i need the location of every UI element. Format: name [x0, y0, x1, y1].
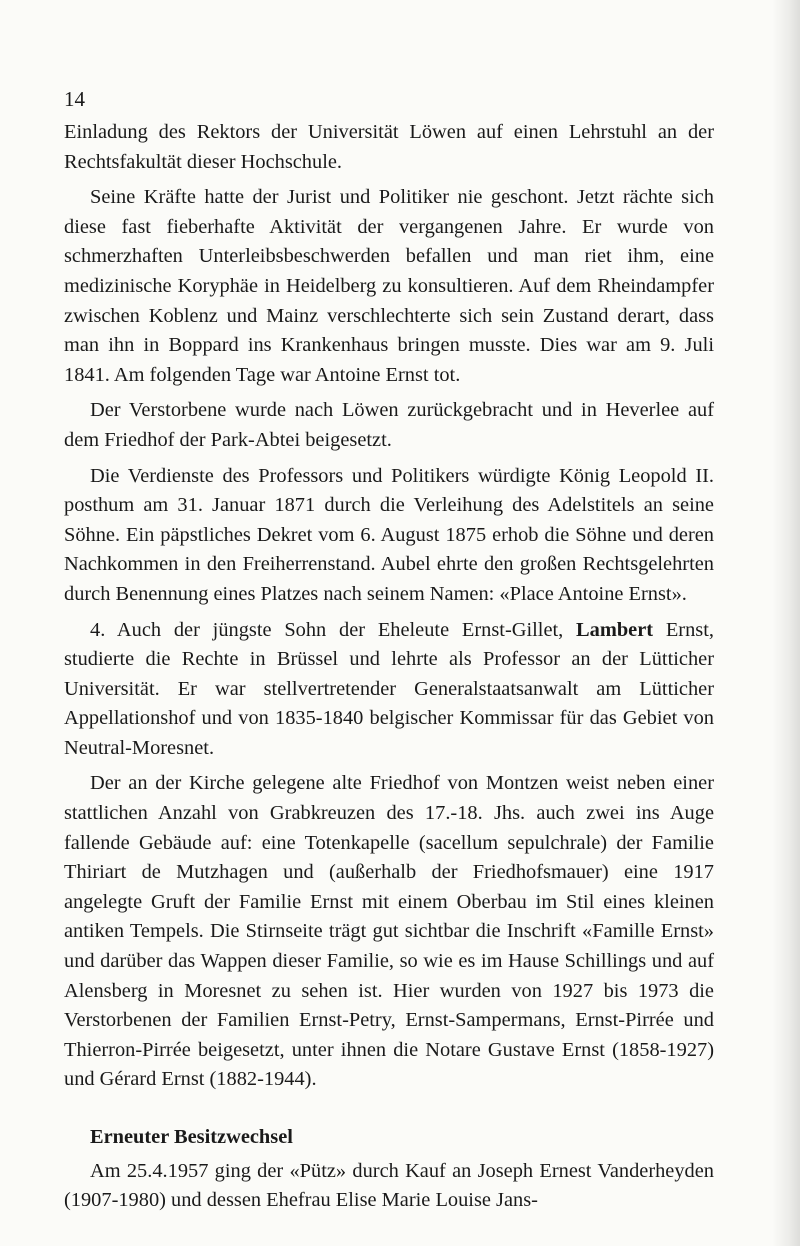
paragraph-5-start: 4. Auch der jüngste Sohn der Eheleute Ernst-Gillet, — [90, 618, 564, 641]
body-text — [64, 118, 714, 1222]
page-number: 14 — [64, 87, 85, 111]
page-edge-shadow — [772, 0, 800, 1246]
paragraph-5-end: Ernst, studierte die Rechte in Brüssel und lehrte als Professor an der Lütticher Universität. Er war stellvertretender Generalstaatsanwalt am Lütticher Appellationshof und von 1835-1840 belgischer Kommissar für das Gebiet von Neutral-Moresnet. — [64, 618, 714, 759]
paragraph-2: Seine Kräfte hatte der Jurist und Politiker nie geschont. Jetzt rächte sich diese fast fieberhafte Aktivität der vergangenen Jahre. Er wurde von schmerzhaften Unterleibsbeschwerden befallen und man riet ihm, eine medizinische Koryphäe in Heidelberg zu konsultieren. Auf dem Rheindampfer zwischen Koblenz und Mainz verschlechterte sich sein Zustand derart, dass man ihn in Boppard ins Krankenhaus bringen musste. Dies war am 9. Juli 1841. Am folgenden Tage war Antoine Ernst tot. — [64, 186, 714, 386]
section-heading: Erneuter Besitzwechsel — [90, 1126, 293, 1148]
paragraph-6: Der an der Kirche gelegene alte Friedhof von Montzen weist neben einer stattlichen Anzahl von Grabkreuzen des 17.-18. Jhs. auch zwei ins Auge fallende Gebäude auf: eine Totenkapelle (sacellum sepulchrale) der Familie Thiriart de Mutzhagen und (außerhalb der Friedhofsmauer) eine 1917 angelegte Gruft der Familie Ernst mit einem Oberbau im Stil eines kleinen antiken Tempels. Die Stirnseite trägt gut sichtbar die Inschrift «Famille Ernst» und darüber das Wappen dieser Familie, so wie es im Hause Schillings und auf Alensberg in Moresnet zu sehen ist. Hier wurden von 1927 bis 1973 die Verstorbenen der Familien Ernst-Petry, Ernst-Sampermans, Ernst-Pirrée und Thierron-Pirrée beigesetzt, unter ihnen die Notare Gustave Ernst (1858-1927) und Gérard Ernst (1882-1944). — [64, 772, 714, 1091]
paragraph-3: Der Verstorbene wurde nach Löwen zurückgebracht und in Heverlee auf dem Friedhof der Park-Abtei beigesetzt. — [64, 399, 714, 451]
section-paragraph-1: Am 25.4.1957 ging der «Pütz» durch Kauf an Joseph Ernest Vanderheyden (1907-1980) und dessen Ehefrau Elise Marie Louise Jans- — [64, 1159, 714, 1212]
paragraph-5-bold-name: Lambert — [576, 618, 654, 641]
paragraph-1: Einladung des Rektors der Universität Löwen auf einen Lehrstuhl an der Rechtsfakultät dieser Hochschule. — [64, 121, 714, 173]
paragraph-4: Die Verdienste des Professors und Politikers würdigte König Leopold II. posthum am 31. Januar 1871 durch die Verleihung des Adelstitels an seine Söhne. Ein päpstliches Dekret vom 6. August 1875 erhob die Söhne und deren Nachkommen in den Freiherrenstand. Aubel ehrte den großen Rechtsgelehrten durch Benennung eines Platzes nach seinem Namen: «Place Antoine Ernst». — [64, 464, 714, 605]
paragraph-5 — [64, 616, 714, 764]
